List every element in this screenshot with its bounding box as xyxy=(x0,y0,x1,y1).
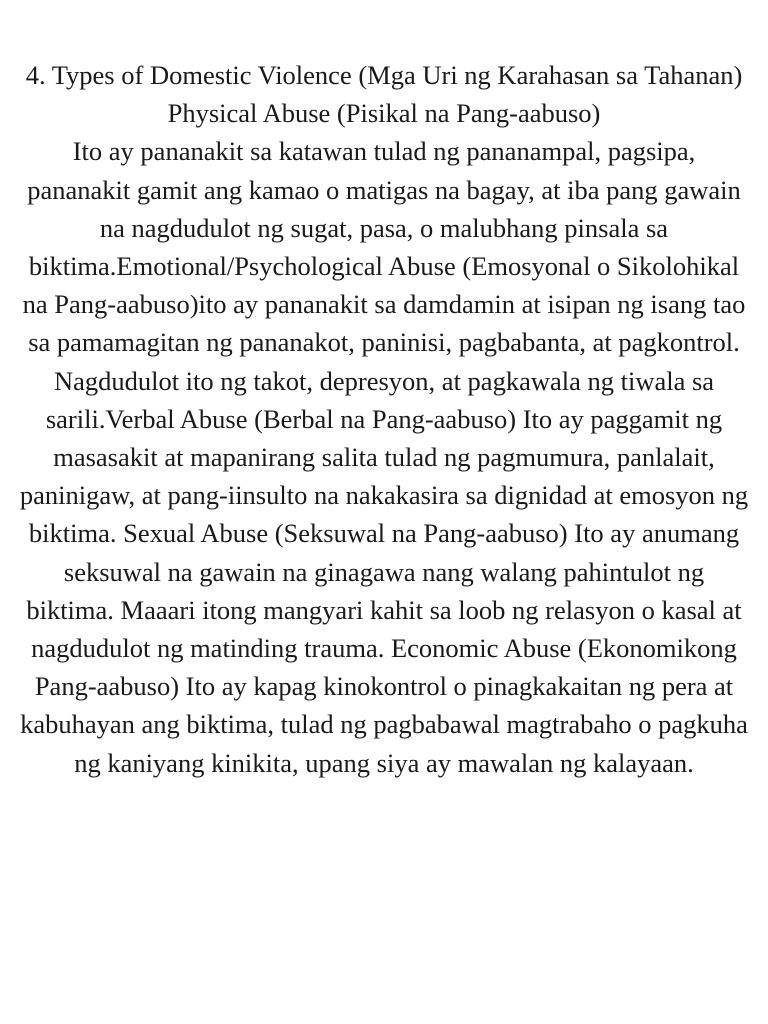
section-heading: 4. Types of Domestic Violence (Mga Uri ng Karahasan sa Tahanan) xyxy=(25,60,743,90)
subsection-heading: Physical Abuse (Pisikal na Pang-aabuso) xyxy=(167,98,601,129)
body-paragraph: Ito ay pananakit sa katawan tulad ng pananampal, pagsipa, pananakit gamit ang kamao o matigas na bagay, at iba pang gawain na nagdudulot ng sugat, pasa, o malubhang pinsala sa biktima.Emotional/Psychological Abuse (Emosyonal o Sikolohikal na Pang-aabuso)ito ay pananakit sa damdamin at isipan ng isang tao sa pamamagitan ng pananakot, paninisi, pagbabanta, at pagkontrol. Nagdudulot ito ng takot, depresyon, at pagkawala ng tiwala sa sarili.Verbal Abuse (Berbal na Pang-aabuso) Ito ay paggamit ng masasakit at mapanirang salita tulad ng pagmumura, panlalait, paninigaw, at pang-iinsulto na nakakasira sa dignidad at emosyon ng biktima. Sexual Abuse (Seksuwal na Pang-aabuso) Ito ay anumang seksuwal na gawain na ginagawa nang walang pahintulot ng biktima. Maaari itong mangyari kahit sa loob ng relasyon o kasal at nagdudulot ng matinding trauma. Economic Abuse (Ekonomikong Pang-aabuso) Ito ay kapag kinokontrol o pinagkakaitan ng pera at kabuhayan ang biktima, tulad ng pagbabawal magtrabaho o pagkuha ng kaniyang kinikita, upang siya ay mawalan ng kalayaan. xyxy=(19,136,749,778)
